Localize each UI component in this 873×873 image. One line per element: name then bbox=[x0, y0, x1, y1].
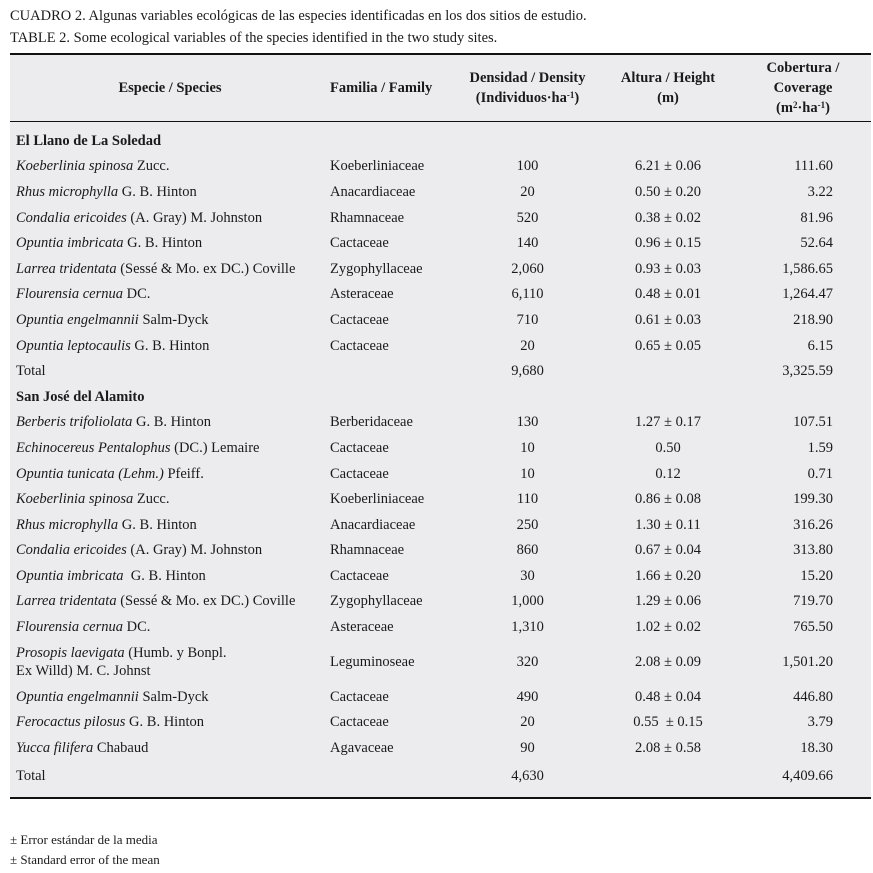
table-row bbox=[10, 230, 871, 256]
table-row bbox=[10, 486, 871, 512]
species-cell bbox=[10, 154, 330, 180]
total-label: Total bbox=[16, 767, 46, 784]
species-cell bbox=[10, 486, 330, 512]
species-author: G. B. Hinton bbox=[118, 516, 197, 533]
empty-cell bbox=[601, 358, 735, 384]
species-author: (A. Gray) M. Johnston bbox=[126, 209, 263, 226]
species-author: (A. Gray) M. Johnston bbox=[126, 542, 263, 559]
density-cell: 10 bbox=[520, 439, 535, 456]
species-binomial: Prosopis laevigata bbox=[16, 644, 125, 661]
table-row bbox=[10, 256, 871, 282]
total-label: Total bbox=[16, 363, 46, 380]
family-cell: Asteraceae bbox=[330, 286, 394, 303]
table-row bbox=[10, 589, 871, 615]
superscript: 2 bbox=[792, 100, 798, 110]
species-cell bbox=[10, 256, 330, 282]
species-cell bbox=[10, 179, 330, 205]
family-cell: Anacardiaceae bbox=[330, 183, 416, 200]
family-cell: Asteraceae bbox=[330, 619, 394, 636]
header-density-unit: (Individuos·ha bbox=[475, 90, 567, 106]
density-cell: 20 bbox=[520, 714, 535, 731]
table-row bbox=[10, 684, 871, 710]
height-cell: 0.55 ± 0.15 bbox=[633, 714, 703, 731]
total-density: 4,630 bbox=[511, 767, 544, 784]
height-cell: 0.61 ± 0.03 bbox=[635, 311, 701, 328]
species-cell bbox=[10, 640, 330, 684]
species-author: G. B. Hinton bbox=[123, 235, 203, 252]
family-cell: Berberidaceae bbox=[330, 414, 413, 431]
header-coverage-unit-mid: ·ha bbox=[797, 100, 818, 116]
section-header-row bbox=[10, 384, 871, 410]
height-cell: 0.86 ± 0.08 bbox=[635, 491, 701, 508]
species-cell bbox=[10, 563, 330, 589]
species-author: (DC.) Lemaire bbox=[170, 439, 260, 456]
table-row bbox=[10, 563, 871, 589]
header-height-label: Altura / Height bbox=[620, 70, 716, 86]
height-cell: 0.38 ± 0.02 bbox=[635, 209, 701, 226]
density-cell: 520 bbox=[516, 209, 539, 226]
height-cell: 0.48 ± 0.01 bbox=[635, 286, 701, 303]
species-binomial: Opuntia engelmannii bbox=[16, 311, 139, 328]
species-binomial: Ferocactus pilosus bbox=[16, 714, 126, 731]
height-cell: 2.08 ± 0.58 bbox=[635, 739, 701, 756]
total-coverage: 3,325.59 bbox=[782, 363, 833, 380]
table-caption-english: TABLE 2. Some ecological variables of the species identified in the two study sites. bbox=[10, 30, 498, 46]
density-cell: 20 bbox=[520, 337, 535, 354]
density-cell: 100 bbox=[516, 158, 539, 175]
paren: ) bbox=[825, 100, 830, 116]
header-density bbox=[454, 55, 601, 122]
table-body bbox=[10, 122, 871, 797]
coverage-cell: 316.26 bbox=[793, 516, 833, 533]
coverage-cell: 107.51 bbox=[793, 414, 833, 431]
species-binomial: Berberis trifoliolata bbox=[16, 414, 133, 431]
species-cell bbox=[10, 684, 330, 710]
species-binomial: Opuntia tunicata (Lehm.) bbox=[16, 465, 164, 482]
height-cell: 6.21 ± 0.06 bbox=[635, 158, 701, 175]
species-cell bbox=[10, 614, 330, 640]
species-cell bbox=[10, 307, 330, 333]
header-height bbox=[601, 55, 735, 122]
density-cell: 20 bbox=[520, 183, 535, 200]
table-row bbox=[10, 410, 871, 436]
species-cell bbox=[10, 538, 330, 564]
density-cell: 1,000 bbox=[511, 593, 544, 610]
coverage-cell: 218.90 bbox=[793, 311, 833, 328]
table-row bbox=[10, 435, 871, 461]
family-cell: Leguminoseae bbox=[330, 653, 415, 670]
header-coverage-label: Cobertura / bbox=[766, 60, 840, 76]
family-cell: Cactaceae bbox=[330, 311, 389, 328]
species-author: Zucc. bbox=[133, 491, 170, 508]
density-cell: 10 bbox=[520, 465, 535, 482]
family-cell: Zygophyllaceae bbox=[330, 260, 423, 277]
species-binomial: Koeberlinia spinosa bbox=[16, 158, 134, 175]
section-header-row bbox=[10, 122, 871, 154]
density-cell: 1,310 bbox=[511, 619, 544, 636]
header-density-label: Densidad / Density bbox=[469, 70, 586, 86]
footnote-english: ± Standard error of the mean bbox=[10, 852, 160, 867]
coverage-cell: 111.60 bbox=[794, 158, 833, 175]
density-cell: 140 bbox=[516, 235, 539, 252]
species-author: Chabaud bbox=[93, 739, 149, 756]
header-coverage-unit: (m bbox=[776, 100, 793, 116]
total-density: 9,680 bbox=[511, 363, 544, 380]
coverage-cell: 765.50 bbox=[793, 619, 833, 636]
species-author: Pfeiff. bbox=[163, 465, 204, 482]
species-author: G. B. Hinton bbox=[125, 714, 204, 731]
coverage-cell: 3.79 bbox=[807, 714, 833, 731]
species-cell bbox=[10, 461, 330, 487]
height-cell: 0.50 ± 0.20 bbox=[635, 183, 701, 200]
density-cell: 130 bbox=[516, 414, 539, 431]
species-binomial: Flourensia cernua bbox=[16, 619, 123, 636]
species-binomial: Flourensia cernua bbox=[16, 286, 123, 303]
table-row bbox=[10, 205, 871, 231]
family-cell: Cactaceae bbox=[330, 567, 389, 584]
species-author: Salm-Dyck bbox=[138, 311, 209, 328]
density-cell: 250 bbox=[516, 516, 539, 533]
table-row bbox=[10, 282, 871, 308]
height-cell: 1.02 ± 0.02 bbox=[635, 619, 701, 636]
species-binomial: Yucca filifera bbox=[16, 739, 94, 756]
height-cell: 1.27 ± 0.17 bbox=[635, 414, 701, 431]
family-cell: Cactaceae bbox=[330, 337, 389, 354]
species-cell bbox=[10, 735, 330, 761]
species-author: G. B. Hinton bbox=[132, 414, 211, 431]
height-cell: 0.67 ± 0.04 bbox=[635, 542, 701, 559]
coverage-cell: 199.30 bbox=[793, 491, 833, 508]
height-cell: 1.29 ± 0.06 bbox=[635, 593, 701, 610]
species-binomial: Larrea tridentata bbox=[16, 260, 117, 277]
density-cell: 90 bbox=[520, 739, 535, 756]
species-binomial: Opuntia engelmannii bbox=[16, 688, 139, 705]
species-author: G. B. Hinton bbox=[118, 183, 197, 200]
total-row bbox=[10, 358, 871, 384]
species-author: G. B. Hinton bbox=[130, 337, 210, 354]
density-cell: 2,060 bbox=[511, 260, 544, 277]
family-cell: Rhamnaceae bbox=[330, 542, 405, 559]
family-cell: Cactaceae bbox=[330, 235, 389, 252]
superscript: -1 bbox=[566, 90, 575, 100]
coverage-cell: 3.22 bbox=[807, 183, 833, 200]
species-author: G. B. Hinton bbox=[123, 567, 206, 584]
density-cell: 110 bbox=[516, 491, 539, 508]
section-title: El Llano de La Soledad bbox=[16, 132, 162, 149]
family-cell: Koeberliniaceae bbox=[330, 491, 425, 508]
species-binomial: Opuntia imbricata bbox=[16, 567, 124, 584]
table-row bbox=[10, 333, 871, 359]
table-row bbox=[10, 179, 871, 205]
height-cell: 0.96 ± 0.15 bbox=[635, 235, 701, 252]
header-coverage-label-en: Coverage bbox=[773, 80, 833, 96]
coverage-cell: 313.80 bbox=[793, 542, 833, 559]
family-cell: Cactaceae bbox=[330, 688, 389, 705]
height-cell: 1.66 ± 0.20 bbox=[635, 567, 701, 584]
family-cell: Cactaceae bbox=[330, 714, 389, 731]
species-binomial: Condalia ericoides bbox=[16, 209, 127, 226]
coverage-cell: 0.71 bbox=[807, 465, 833, 482]
species-binomial: Rhus microphylla bbox=[16, 183, 119, 200]
table-row bbox=[10, 640, 871, 684]
species-author: DC. bbox=[123, 286, 151, 303]
family-cell: Zygophyllaceae bbox=[330, 593, 423, 610]
species-binomial: Opuntia leptocaulis bbox=[16, 337, 131, 354]
density-cell: 860 bbox=[516, 542, 539, 559]
species-cell bbox=[10, 333, 330, 359]
coverage-cell: 446.80 bbox=[793, 688, 833, 705]
coverage-cell: 52.64 bbox=[800, 235, 833, 252]
species-binomial: Rhus microphylla bbox=[16, 516, 119, 533]
family-cell: Koeberliniaceae bbox=[330, 158, 425, 175]
empty-cell bbox=[330, 761, 454, 797]
empty-cell bbox=[601, 761, 735, 797]
header-family: Familia / Family bbox=[330, 55, 454, 122]
coverage-cell: 1,264.47 bbox=[782, 286, 833, 303]
species-binomial: Opuntia imbricata bbox=[16, 235, 124, 252]
coverage-cell: 6.15 bbox=[807, 337, 833, 354]
table-row bbox=[10, 735, 871, 761]
height-cell: 0.12 bbox=[655, 465, 681, 482]
coverage-cell: 1,586.65 bbox=[782, 260, 833, 277]
species-cell bbox=[10, 282, 330, 308]
total-coverage: 4,409.66 bbox=[782, 767, 833, 784]
ecological-variables-table bbox=[10, 53, 871, 799]
header-species: Especie / Species bbox=[10, 55, 330, 122]
species-author: Salm-Dyck bbox=[138, 688, 209, 705]
species-cell bbox=[10, 205, 330, 231]
species-author: (Humb. y Bonpl. bbox=[124, 644, 227, 661]
species-author: (Sessé & Mo. ex DC.) Coville bbox=[116, 260, 296, 277]
density-cell: 710 bbox=[516, 311, 539, 328]
empty-cell bbox=[330, 358, 454, 384]
height-cell: 2.08 ± 0.09 bbox=[635, 653, 701, 670]
species-binomial: Condalia ericoides bbox=[16, 542, 127, 559]
coverage-cell: 1,501.20 bbox=[782, 653, 833, 670]
species-cell bbox=[10, 709, 330, 735]
species-cell bbox=[10, 512, 330, 538]
density-cell: 320 bbox=[516, 653, 539, 670]
height-cell: 0.50 bbox=[655, 439, 681, 456]
table-row bbox=[10, 154, 871, 180]
footnote-spanish: ± Error estándar de la media bbox=[10, 832, 158, 847]
table-row bbox=[10, 461, 871, 487]
header-coverage bbox=[735, 55, 871, 122]
species-author: DC. bbox=[123, 619, 151, 636]
coverage-cell: 1.59 bbox=[807, 439, 833, 456]
table-row bbox=[10, 538, 871, 564]
coverage-cell: 719.70 bbox=[793, 593, 833, 610]
header-row bbox=[10, 55, 871, 122]
height-cell: 0.93 ± 0.03 bbox=[635, 260, 701, 277]
coverage-cell: 81.96 bbox=[800, 209, 833, 226]
height-cell: 1.30 ± 0.11 bbox=[635, 516, 701, 533]
species-author: Zucc. bbox=[133, 158, 170, 175]
total-row bbox=[10, 761, 871, 797]
species-binomial: Echinocereus Pentalophus bbox=[16, 439, 171, 456]
species-binomial: Larrea tridentata bbox=[16, 593, 117, 610]
family-cell: Cactaceae bbox=[330, 465, 389, 482]
table-row bbox=[10, 614, 871, 640]
density-cell: 6,110 bbox=[511, 286, 544, 303]
species-cell bbox=[10, 435, 330, 461]
table-row bbox=[10, 307, 871, 333]
species-cell bbox=[10, 410, 330, 436]
height-cell: 0.48 ± 0.04 bbox=[635, 688, 701, 705]
coverage-cell: 15.20 bbox=[800, 567, 833, 584]
header-height-unit: (m) bbox=[657, 90, 679, 106]
species-binomial: Koeberlinia spinosa bbox=[16, 491, 134, 508]
table-row bbox=[10, 709, 871, 735]
superscript: -1 bbox=[817, 100, 826, 110]
coverage-cell: 18.30 bbox=[800, 739, 833, 756]
density-cell: 30 bbox=[520, 567, 535, 584]
species-author-line2: Ex Willd) M. C. Johnst bbox=[16, 662, 151, 679]
species-cell bbox=[10, 230, 330, 256]
family-cell: Agavaceae bbox=[330, 739, 394, 756]
paren: ) bbox=[574, 90, 580, 106]
height-cell: 0.65 ± 0.05 bbox=[635, 337, 701, 354]
table-caption-spanish: CUADRO 2. Algunas variables ecológicas de las especies identificadas en los dos sitios de estudio. bbox=[10, 8, 587, 24]
family-cell: Anacardiaceae bbox=[330, 516, 416, 533]
family-cell: Cactaceae bbox=[330, 439, 389, 456]
density-cell: 490 bbox=[516, 688, 539, 705]
section-title: San José del Alamito bbox=[16, 388, 145, 405]
table-row bbox=[10, 512, 871, 538]
species-author: (Sessé & Mo. ex DC.) Coville bbox=[116, 593, 296, 610]
family-cell: Rhamnaceae bbox=[330, 209, 405, 226]
species-cell bbox=[10, 589, 330, 615]
